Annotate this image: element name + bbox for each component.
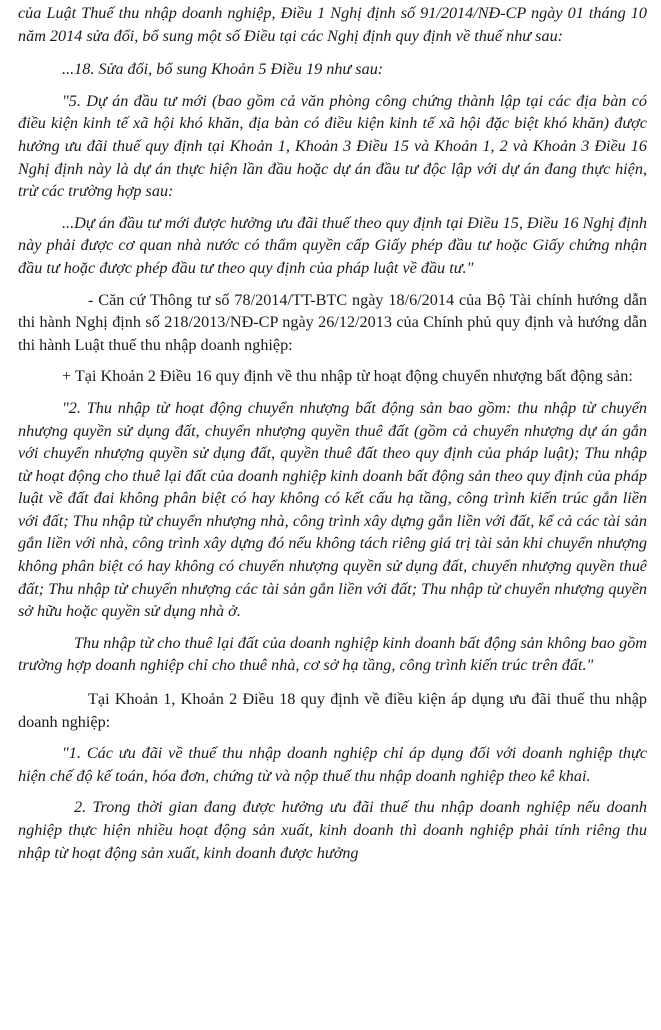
paragraph-amendment-18: ...18. Sửa đổi, bổ sung Khoản 5 Điều 19 như sau: — [62, 60, 384, 79]
paragraph-circular-78: - Căn cứ Thông tư số 78/2014/TT-BTC ngày 18/6/2014 của Bộ Tài chính hướng dẫn thi hành Nghị định số 218/2013/NĐ-CP ngày 26/12/2013 của Chính phủ quy định và hướng dẫn thi hành Luật thuế thu nhập doanh nghiệp: — [18, 290, 647, 354]
paragraph-clause-5-new-project: "5. Dự án đầu tư mới (bao gồm cả văn phòng công chứng thành lập tại các địa bàn có điều kiện kinh tế xã hội khó khăn, địa bàn có điều kiện kinh tế xã hội đặc biệt khó khăn) được hưởng ưu đãi thuế quy định tại Khoản 1, Khoản 3 Điều 15 và Khoản 1, 2 và Khoản 3 Điều 16 Nghị định này là dự án thực hiện lần đầu hoặc dự án đầu tư độc lập với dự án đang thực hiện, trừ các trường hợp sau: — [18, 91, 647, 201]
paragraph-incentive-condition-1: "1. Các ưu đãi về thuế thu nhập doanh nghiệp chỉ áp dụng đối với doanh nghiệp thực hiện chế độ kế toán, hóa đơn, chứng từ và nộp thuế thu nhập doanh nghiệp theo kê khai. — [18, 744, 647, 785]
paragraph-investment-license: ...Dự án đầu tư mới được hưởng ưu đãi thuế theo quy định tại Điều 15, Điều 16 Nghị định này phải được cơ quan nhà nước có thẩm quyền cấp Giấy phép đầu tư hoặc Giấy chứng nhận đầu tư hoặc được phép đầu tư theo quy định của pháp luật về đầu tư." — [18, 213, 647, 277]
paragraph-continuation-law: của Luật Thuế thu nhập doanh nghiệp, Điều 1 Nghị định số 91/2014/NĐ-CP ngày 01 tháng 10 năm 2014 sửa đổi, bổ sung một số Điều tại các Nghị định quy định về thuế như sau: — [18, 4, 647, 45]
paragraph-land-lease-income: Thu nhập từ cho thuê lại đất của doanh nghiệp kinh doanh bất động sản không bao gồm trường hợp doanh nghiệp chỉ cho thuê nhà, cơ sở hạ tầng, công trình kiến trúc trên đất." — [18, 633, 647, 675]
paragraph-real-estate-income: "2. Thu nhập từ hoạt động chuyển nhượng bất động sản bao gồm: thu nhập từ chuyển nhượng quyền sử dụng đất, chuyển nhượng quyền thuê đất (gồm cả chuyển nhượng dự án gắn với chuyển nhượng quyền sử dụng đất, quyền thuê đất theo quy định của pháp luật); Thu nhập từ hoạt động cho thuê lại đất của doanh nghiệp kinh doanh bất động sản theo quy định của pháp luật về đất đai không phân biệt có hay không có kết cấu hạ tầng, công trình kiến trúc gắn liền với đất; Thu nhập từ chuyển nhượng nhà, công trình xây dựng gắn liền với đất, kể cả các tài sản gắn liền với nhà, công trình xây dựng đó nếu không tách riêng giá trị tài sản khi chuyển nhượng không phân biệt có hay không có chuyển nhượng quyền sử dụng đất, chuyển nhượng quyền thuê đất; Thu nhập từ chuyển nhượng các tài sản gắn liền với đất; Thu nhập từ chuyển nhượng quyền sở hữu hoặc quyền sử dụng nhà ở. — [18, 398, 647, 621]
paragraph-clause-2-article-16: + Tại Khoản 2 Điều 16 quy định về thu nhập từ hoạt động chuyển nhượng bất động sản: — [62, 367, 633, 386]
paragraph-article-18-conditions: Tại Khoản 1, Khoản 2 Điều 18 quy định về điều kiện áp dụng ưu đãi thuế thu nhập doanh nghiệp: — [18, 690, 647, 731]
paragraph-incentive-condition-2: 2. Trong thời gian đang được hưởng ưu đãi thuế thu nhập doanh nghiệp nếu doanh nghiệp thực hiện nhiều hoạt động sản xuất, kinh doanh thì doanh nghiệp phải tính riêng thu nhập từ hoạt động sản xuất, kinh doanh được hưởng — [18, 798, 647, 862]
